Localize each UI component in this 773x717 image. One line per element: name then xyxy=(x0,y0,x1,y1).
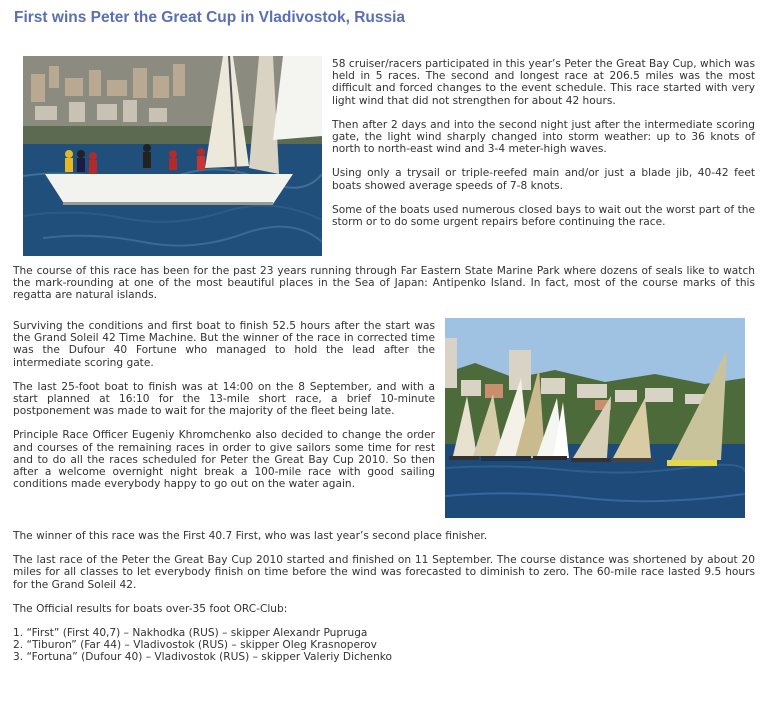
list-item: 1. “First” (First 40,7) – Nakhodka (RUS) – skipper Alexandr Pupruga xyxy=(13,627,368,640)
fleet-photo xyxy=(445,318,745,518)
paragraph-11: The Official results for boats over-35 foot ORC-Club: xyxy=(13,602,288,615)
yacht-photo xyxy=(23,56,322,256)
paragraph-2: Then after 2 days and into the second night just after the intermediate scoring gate, the light wind sharply changed into storm weather: up to 36 knots of north to north-east wind and 3-4 meter-high waves. xyxy=(332,118,755,156)
article-title: First wins Peter the Great Cup in Vladivostok, Russia xyxy=(14,9,406,26)
list-item: 2. “Tiburon” (Far 44) – Vladivostok (RUS) – skipper Oleg Krasnoperov xyxy=(13,639,377,652)
results-list xyxy=(13,627,755,664)
paragraph-7: The last 25-foot boat to finish was at 14:00 on the 8 September, and with a start planned at 16:10 for the 13-mile short race, a brief 10-minute postponement was made to wait for the majority of the fleet being late. xyxy=(13,380,435,418)
course-section xyxy=(13,265,755,302)
paragraph-9: The winner of this race was the First 40.7 First, who was last year’s second place finisher. xyxy=(13,530,488,542)
results-section xyxy=(13,530,755,664)
paragraph-6: Surviving the conditions and first boat to finish 52.5 hours after the start was the Grand Soleil 42 Time Machine. But the winner of the race in corrected time was the Dufour 40 Fortune who managed to hold the lead after the intermediate scoring gate. xyxy=(13,320,435,369)
intro-column xyxy=(332,58,755,228)
paragraph-10: The last race of the Peter the Great Bay Cup 2010 started and finished on 11 September. The course distance was shortened by about 20 miles for all classes to let everybody finish on time before the wind was forecasted to diminish to zero. The 60-mile race lasted 9.5 hours for the Grand Soleil 42. xyxy=(13,554,755,591)
paragraph-4: Some of the boats used numerous closed bays to wait out the worst part of the storm or to do some urgent repairs before continuing the race. xyxy=(332,203,755,229)
paragraph-8: Principle Race Officer Eugeniy Khromchenko also decided to change the order and courses of the remaining races in order to give sailors some time for rest and to do all the races scheduled for Peter the Great Bay Cup 2010. So then after a welcome overnight night break a 100-mile race with good sailing conditions made everybody happy to go out on the water again. xyxy=(13,429,435,491)
race-column xyxy=(13,320,435,490)
paragraph-5: The course of this race has been for the past 23 years running through Far Eastern State Marine Park where dozens of seals like to watch the mark-rounding at one of the most beautiful places in the Sea of Japan: Antipenko Island. In fact, most of the course marks of this regatta are natural islands. xyxy=(13,265,755,302)
list-item: 3. “Fortuna” (Dufour 40) – Vladivostok (RUS) – skipper Valeriy Dichenko xyxy=(13,651,393,664)
paragraph-1: 58 cruiser/racers participated in this year’s Peter the Great Bay Cup, which was held in 5 races. The second and longest race at 206.5 miles was the most difficult and forced changes to the event schedule. This race started with very light wind that did not strengthen for about 42 hours. xyxy=(332,58,755,107)
paragraph-3: Using only a trysail or triple-reefed main and/or just a blade jib, 40-42 feet boats showed average speeds of 7-8 knots. xyxy=(332,167,755,192)
